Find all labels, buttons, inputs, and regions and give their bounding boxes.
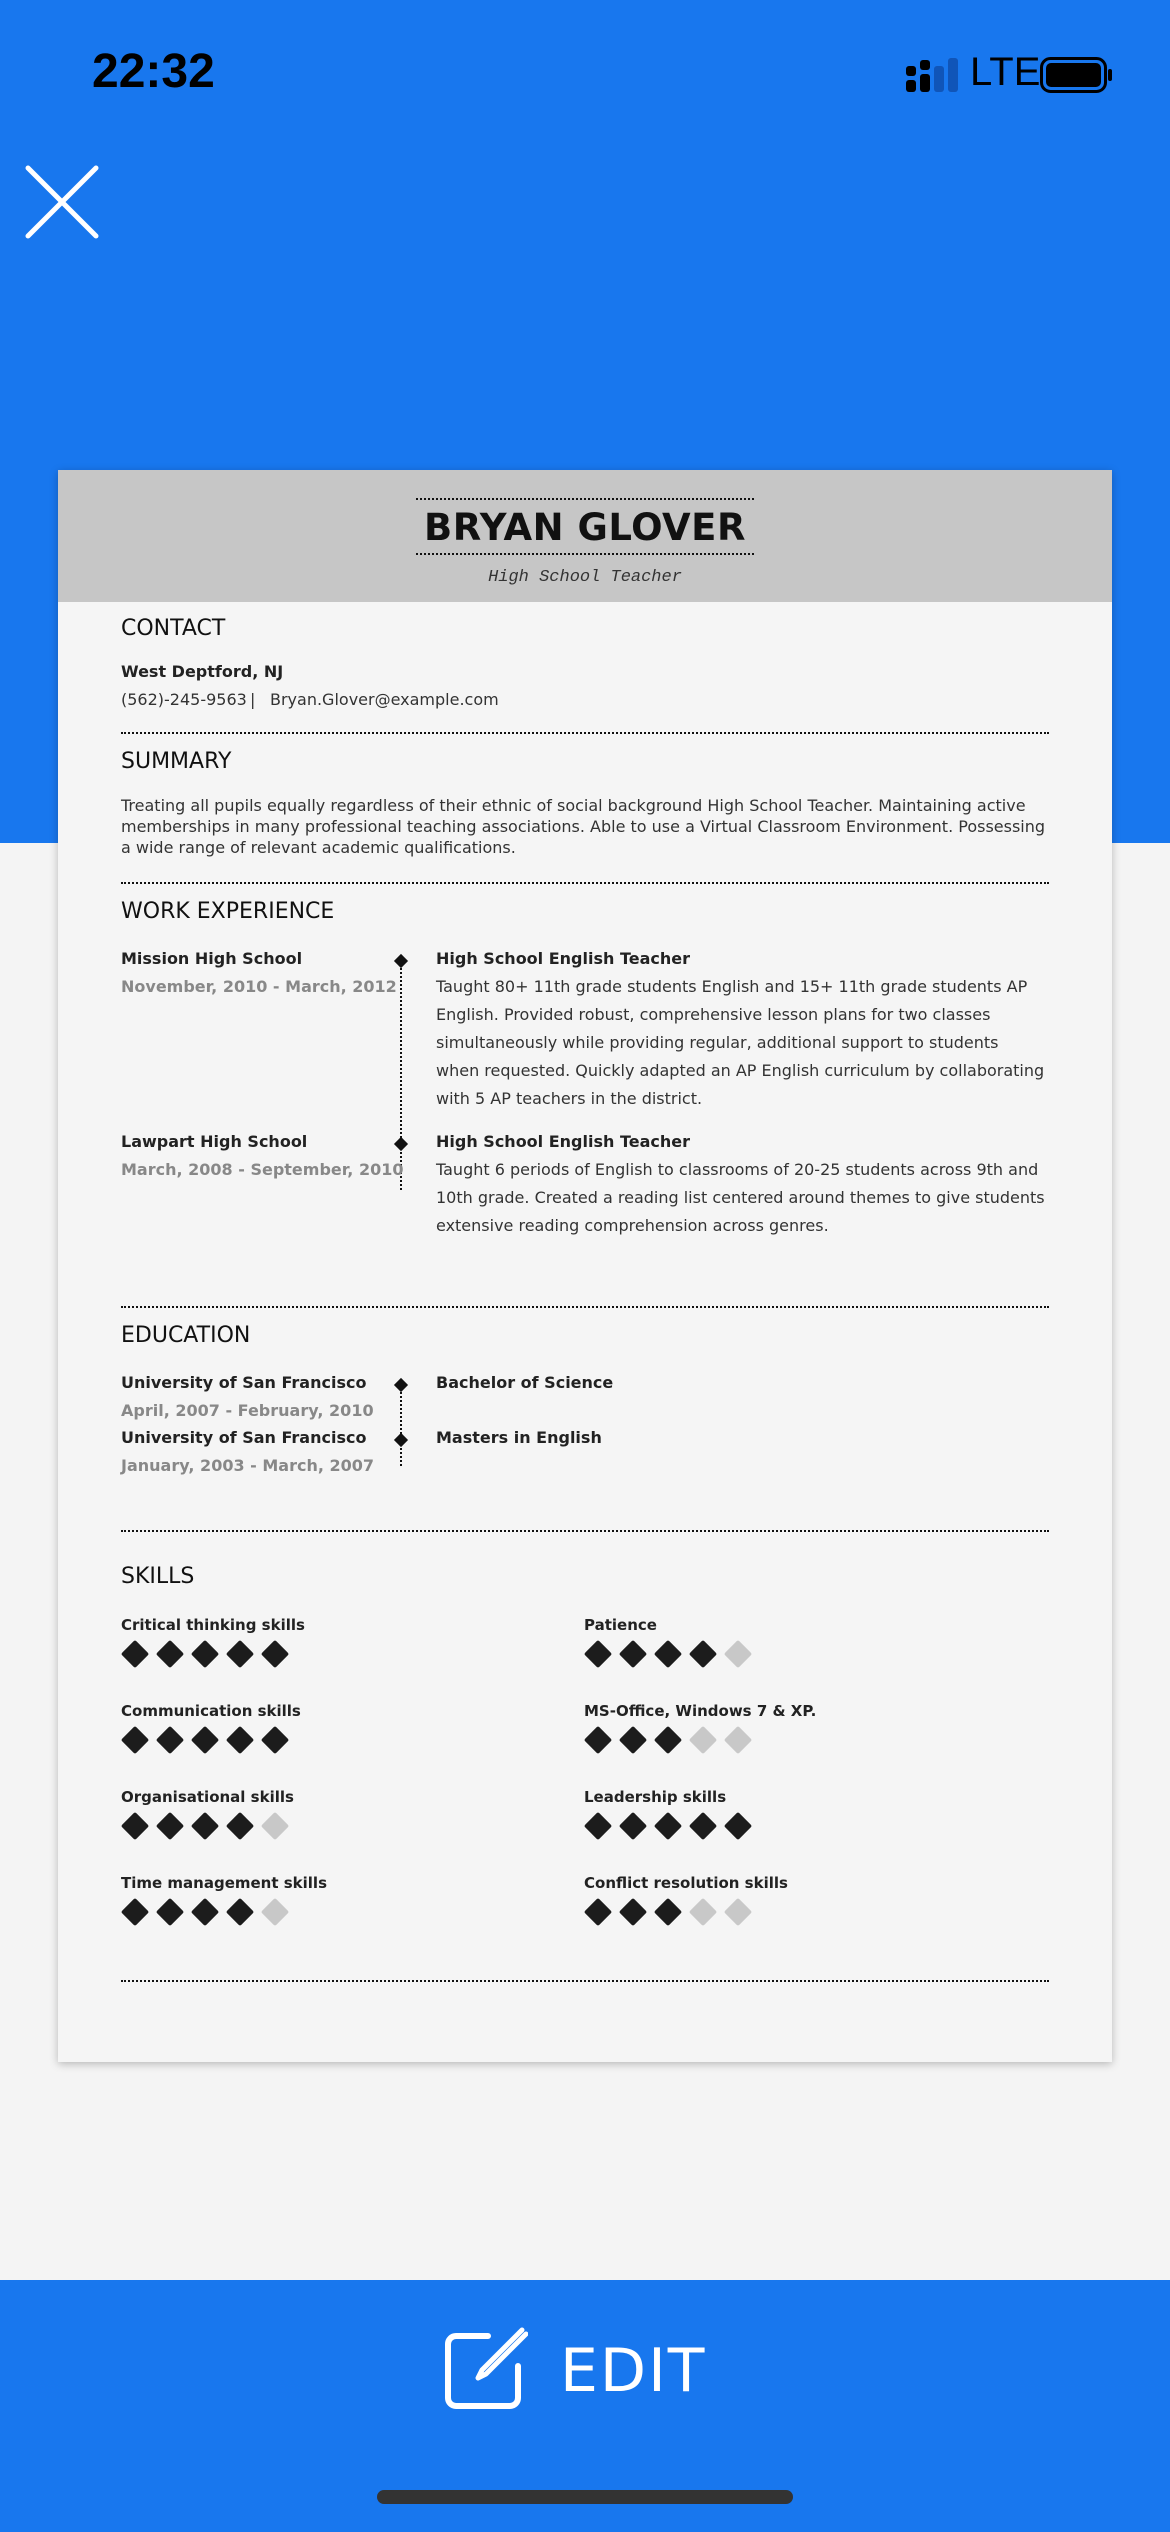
summary-text: Treating all pupils equally regardless of their ethnic of social background High School Teacher. Maintaining active memberships in many professional teaching associations. Able to use a Virtual Classroom Environment. Possessing a wide range of relevant academic qualifications. xyxy=(121,796,1046,857)
rating-diamond-empty xyxy=(724,1640,752,1668)
rating-diamond-filled xyxy=(121,1812,149,1840)
rating-diamond-filled xyxy=(724,1812,752,1840)
edit-label: EDIT xyxy=(560,2336,707,2406)
rating-diamond-empty xyxy=(724,1726,752,1754)
rating-diamond-filled xyxy=(584,1812,612,1840)
summary-heading: SUMMARY xyxy=(121,749,232,774)
resume-name: BRYAN GLOVER xyxy=(416,498,754,555)
rating-diamond-filled xyxy=(619,1898,647,1926)
rating-diamond-filled xyxy=(689,1640,717,1668)
work-role: High School English Teacher xyxy=(436,949,691,968)
work-timeline xyxy=(400,960,402,1190)
rating-diamond-filled xyxy=(619,1640,647,1668)
skill-name: Leadership skills xyxy=(584,1788,727,1806)
status-time: 22:32 xyxy=(92,45,215,98)
rating-diamond-filled xyxy=(156,1812,184,1840)
skill-name: MS-Office, Windows 7 & XP. xyxy=(584,1702,817,1720)
rating-diamond-empty xyxy=(724,1898,752,1926)
rating-diamond-empty xyxy=(689,1726,717,1754)
rating-diamond-filled xyxy=(584,1726,612,1754)
rating-diamond-filled xyxy=(156,1898,184,1926)
divider xyxy=(121,732,1049,734)
edit-icon xyxy=(442,2326,528,2412)
timeline-dot xyxy=(394,954,408,968)
rating-diamond-filled xyxy=(654,1898,682,1926)
divider xyxy=(121,882,1049,884)
rating-diamond-filled xyxy=(121,1640,149,1668)
rating-diamond-filled xyxy=(226,1812,254,1840)
divider xyxy=(121,1306,1049,1308)
battery-icon xyxy=(1040,57,1114,93)
rating-diamond-filled xyxy=(191,1640,219,1668)
work-description: Taught 6 periods of English to classrooms of 20-25 students across 9th and 10th grade. Created a reading list centered around themes to give students extensive reading comprehension across genres. xyxy=(436,1160,1045,1235)
rating-diamond-filled xyxy=(226,1640,254,1668)
resume-job-title: High School Teacher xyxy=(488,568,682,587)
education-degree: Masters in English xyxy=(436,1428,602,1447)
education-degree: Bachelor of Science xyxy=(436,1373,614,1392)
work-heading: WORK EXPERIENCE xyxy=(121,899,335,924)
education-timeline xyxy=(400,1380,402,1466)
timeline-dot xyxy=(394,1433,408,1447)
contact-separator: | xyxy=(250,690,256,709)
rating-diamond-empty xyxy=(261,1898,289,1926)
rating-diamond-filled xyxy=(619,1812,647,1840)
skill-name: Patience xyxy=(584,1616,657,1634)
education-heading: EDUCATION xyxy=(121,1323,251,1348)
close-button[interactable] xyxy=(22,162,102,242)
skill-name: Organisational skills xyxy=(121,1788,294,1806)
contact-email: Bryan.Glover@example.com xyxy=(270,690,499,709)
rating-diamond-filled xyxy=(191,1898,219,1926)
edit-button[interactable] xyxy=(442,2320,732,2420)
home-indicator[interactable] xyxy=(377,2490,793,2504)
work-description: Taught 80+ 11th grade students English and 15+ 11th grade students AP English. Provided robust, comprehensive lesson plans for two classes simultaneously while providing regular, additional support to students when requested. Quickly adapted an AP English curriculum by collaborating with 5 AP teachers in the district. xyxy=(436,977,1045,1108)
skill-name: Critical thinking skills xyxy=(121,1616,305,1634)
rating-diamond-filled xyxy=(226,1898,254,1926)
timeline-dot xyxy=(394,1378,408,1392)
rating-diamond-empty xyxy=(689,1898,717,1926)
work-employer: Lawpart High School xyxy=(121,1132,308,1151)
rating-diamond-filled xyxy=(226,1726,254,1754)
education-school: University of San Francisco xyxy=(121,1373,367,1392)
skill-name: Conflict resolution skills xyxy=(584,1874,788,1892)
rating-diamond-filled xyxy=(156,1640,184,1668)
work-dates: November, 2010 - March, 2012 xyxy=(121,977,397,996)
rating-diamond-filled xyxy=(654,1640,682,1668)
skill-name: Time management skills xyxy=(121,1874,327,1892)
rating-diamond-filled xyxy=(156,1726,184,1754)
resume-preview[interactable] xyxy=(58,470,1112,2062)
work-role: High School English Teacher xyxy=(436,1132,691,1151)
timeline-dot xyxy=(394,1137,408,1151)
rating-diamond-filled xyxy=(261,1640,289,1668)
divider xyxy=(121,1980,1049,1982)
rating-diamond-filled xyxy=(121,1726,149,1754)
rating-diamond-filled xyxy=(584,1640,612,1668)
rating-diamond-filled xyxy=(191,1726,219,1754)
education-dates: January, 2003 - March, 2007 xyxy=(121,1456,375,1475)
rating-diamond-filled xyxy=(261,1726,289,1754)
rating-diamond-filled xyxy=(121,1898,149,1926)
work-employer: Mission High School xyxy=(121,949,303,968)
contact-location: West Deptford, NJ xyxy=(121,662,284,681)
contact-phone: (562)-245-9563 xyxy=(121,690,247,709)
rating-diamond-empty xyxy=(261,1812,289,1840)
work-dates: March, 2008 - September, 2010 xyxy=(121,1160,404,1179)
skill-name: Communication skills xyxy=(121,1702,301,1720)
contact-heading: CONTACT xyxy=(121,616,226,641)
divider xyxy=(121,1530,1049,1532)
network-type: LTE xyxy=(970,50,1041,94)
rating-diamond-filled xyxy=(654,1726,682,1754)
rating-diamond-filled xyxy=(619,1726,647,1754)
education-dates: April, 2007 - February, 2010 xyxy=(121,1401,374,1420)
education-school: University of San Francisco xyxy=(121,1428,367,1447)
rating-diamond-filled xyxy=(654,1812,682,1840)
rating-diamond-filled xyxy=(689,1812,717,1840)
rating-diamond-filled xyxy=(191,1812,219,1840)
rating-diamond-filled xyxy=(584,1898,612,1926)
resume-header xyxy=(58,470,1112,602)
cellular-signal-icon xyxy=(906,58,962,94)
skills-heading: SKILLS xyxy=(121,1564,195,1589)
close-icon xyxy=(22,162,102,242)
